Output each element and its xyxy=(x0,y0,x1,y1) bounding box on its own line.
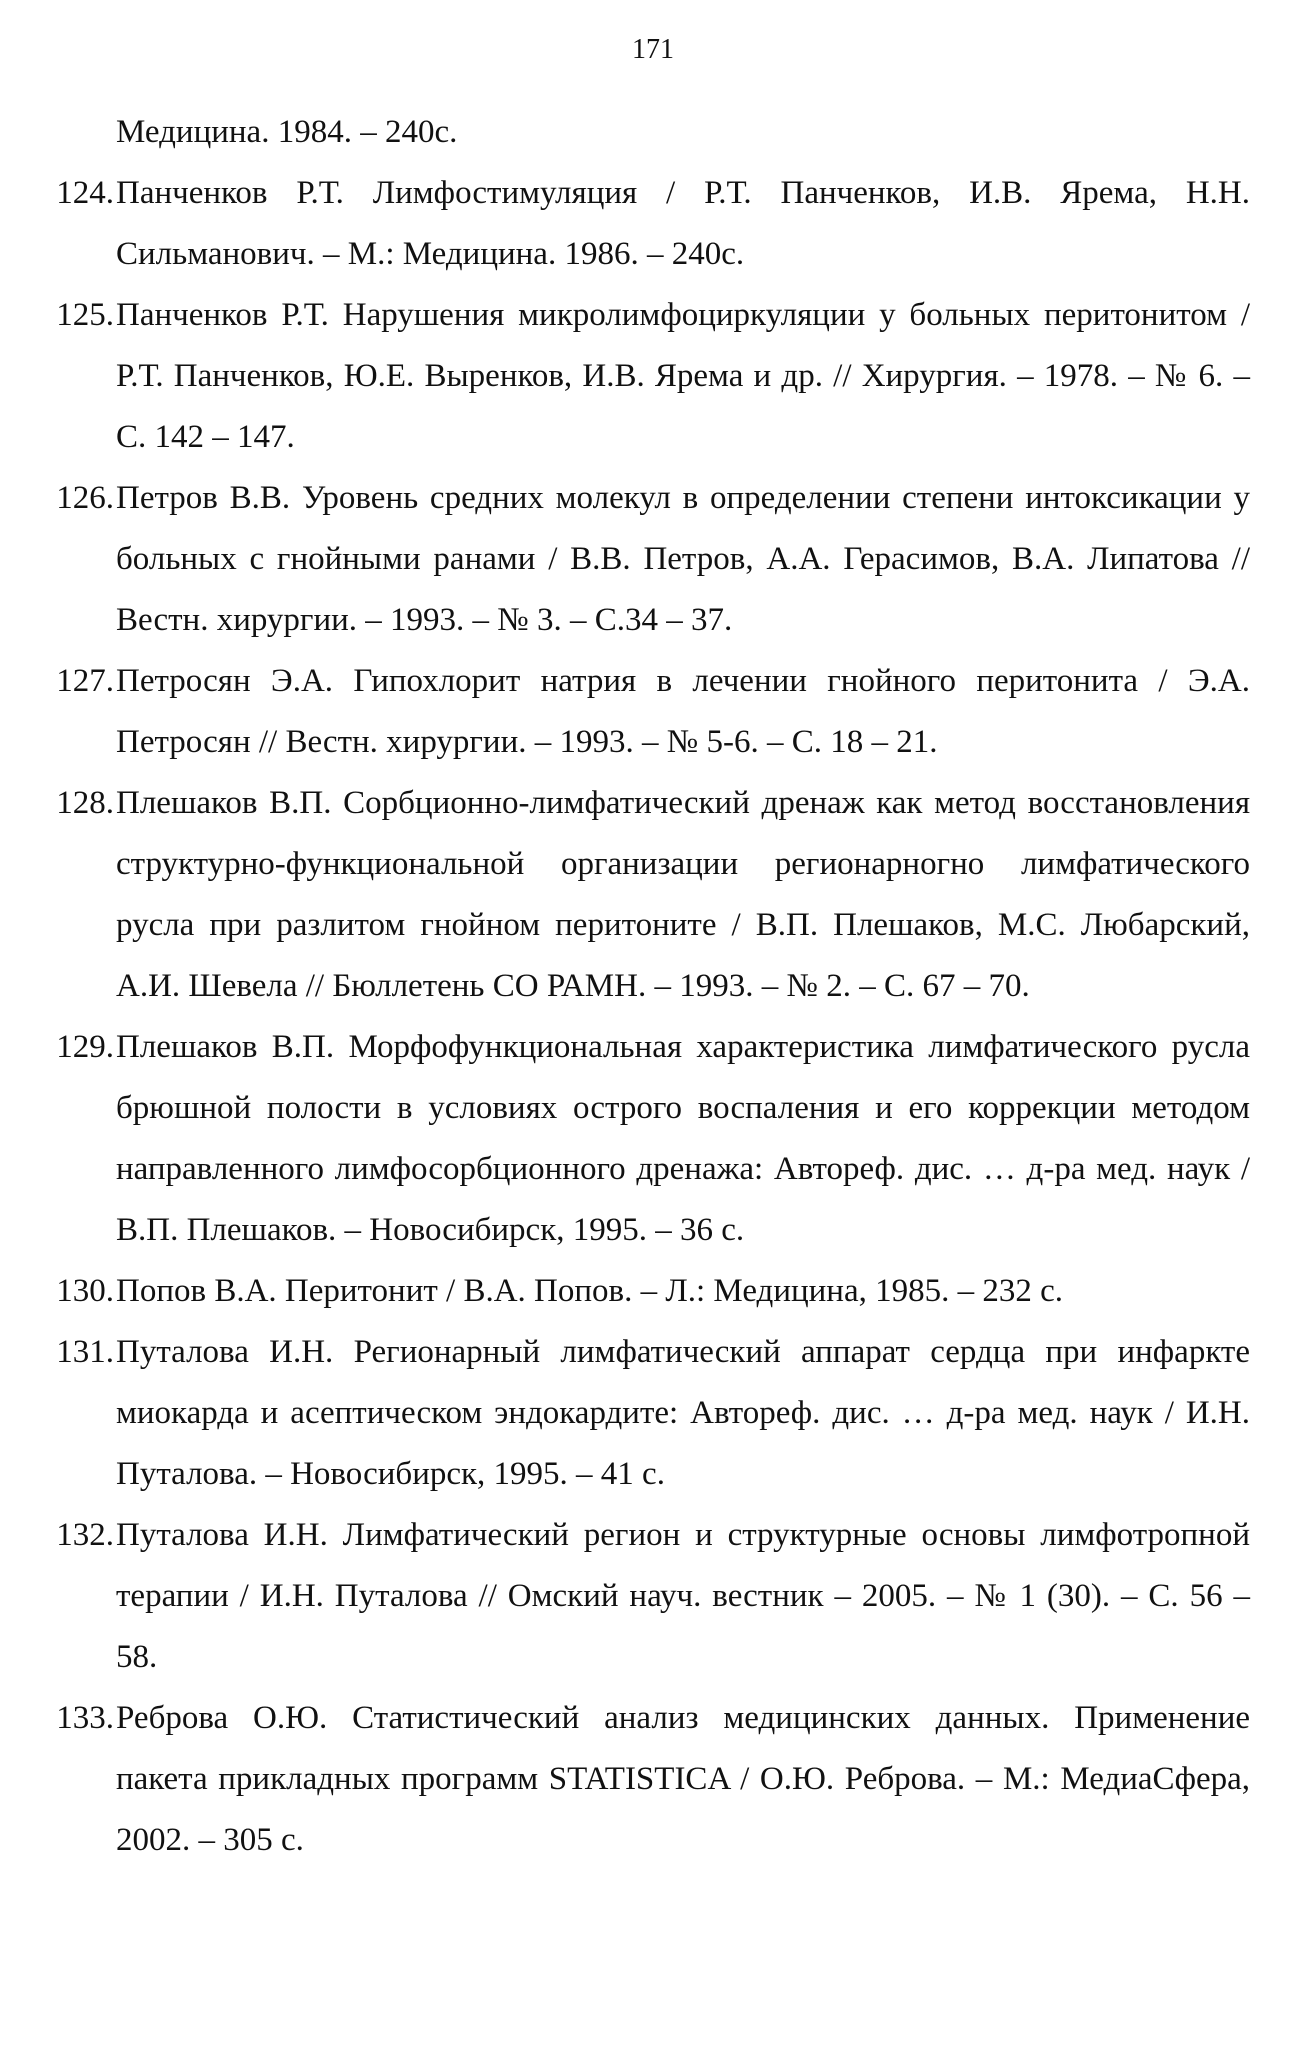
reference-text: Панченков Р.Т. Нарушения микролимфоциркуляции у больных перитонитом / Р.Т. Панченков, Ю.Е. Выренков, И.В. Ярема и др. // Хирургия. – 1978. – № 6. – С. 142 – 147. xyxy=(116,297,1250,455)
reference-entry xyxy=(56,1322,1250,1505)
reference-entry xyxy=(56,651,1250,773)
reference-text: Путалова И.Н. Регионарный лимфатический аппарат сердца при инфаркте миокарда и асептическом эндокардите: Автореф. дис. … д-ра мед. наук / И.Н. Путалова. – Новосибирск, 1995. – 41 с. xyxy=(116,1334,1250,1492)
reference-number: 133. xyxy=(56,1700,114,1736)
reference-number: 131. xyxy=(56,1334,114,1370)
reference-text: Медицина. 1984. – 240с. xyxy=(116,114,458,150)
reference-number: 132. xyxy=(56,1517,114,1553)
reference-entry xyxy=(56,468,1250,651)
reference-text: Плешаков В.П. Морфофункциональная характеристика лимфатического русла брюшной полости в условиях острого воспаления и его коррекции методом направленного лимфосорбционного дренажа: Автореф. дис. … д-ра мед. наук / В.П. Плешаков. – Новосибирск, 1995. – 36 с. xyxy=(116,1029,1250,1248)
reference-entry xyxy=(116,102,1250,163)
reference-entry xyxy=(56,773,1250,1017)
reference-number: 126. xyxy=(56,480,114,516)
reference-entry xyxy=(56,1017,1250,1261)
reference-entry xyxy=(56,1688,1250,1871)
page-number: 171 xyxy=(632,34,674,65)
reference-entry xyxy=(56,285,1250,468)
reference-text: Плешаков В.П. Сорбционно-лимфатический дренаж как метод восстановления структурно-функциональной организации регионарногно лимфатического русла при разлитом гнойном перитоните / В.П. Плешаков, М.С. Любарский, А.И. Шевела // Бюллетень СО РАМН. – 1993. – № 2. – С. 67 – 70. xyxy=(116,785,1250,1004)
reference-text: Петров В.В. Уровень средних молекул в определении степени интоксикации у больных с гнойными ранами / В.В. Петров, А.А. Герасимов, В.А. Липатова // Вестн. хирургии. – 1993. – № 3. – С.34 – 37. xyxy=(116,480,1250,638)
reference-list xyxy=(56,102,1250,1871)
reference-number: 124. xyxy=(56,175,114,211)
reference-text: Попов В.А. Перитонит / В.А. Попов. – Л.: Медицина, 1985. – 232 с. xyxy=(116,1273,1064,1309)
reference-text: Петросян Э.А. Гипохлорит натрия в лечении гнойного перитонита / Э.А. Петросян // Вестн. хирургии. – 1993. – № 5-6. – С. 18 – 21. xyxy=(116,663,1250,760)
reference-entry xyxy=(56,1505,1250,1688)
reference-entry xyxy=(56,163,1250,285)
reference-text: Панченков Р.Т. Лимфостимуляция / Р.Т. Панченков, И.В. Ярема, Н.Н. Сильманович. – М.: Медицина. 1986. – 240с. xyxy=(116,175,1250,272)
reference-number: 130. xyxy=(56,1273,114,1309)
reference-number: 129. xyxy=(56,1029,114,1065)
reference-number: 125. xyxy=(56,297,114,333)
reference-entry xyxy=(56,1261,1250,1322)
reference-text: Путалова И.Н. Лимфатический регион и структурные основы лимфотропной терапии / И.Н. Путалова // Омский науч. вестник – 2005. – № 1 (30). – С. 56 – 58. xyxy=(116,1517,1250,1675)
reference-number: 127. xyxy=(56,663,114,699)
reference-number: 128. xyxy=(56,785,114,821)
reference-text: Реброва О.Ю. Статистический анализ медицинских данных. Применение пакета прикладных программ STATISTICA / О.Ю. Реброва. – М.: МедиаСфера, 2002. – 305 с. xyxy=(116,1700,1250,1858)
